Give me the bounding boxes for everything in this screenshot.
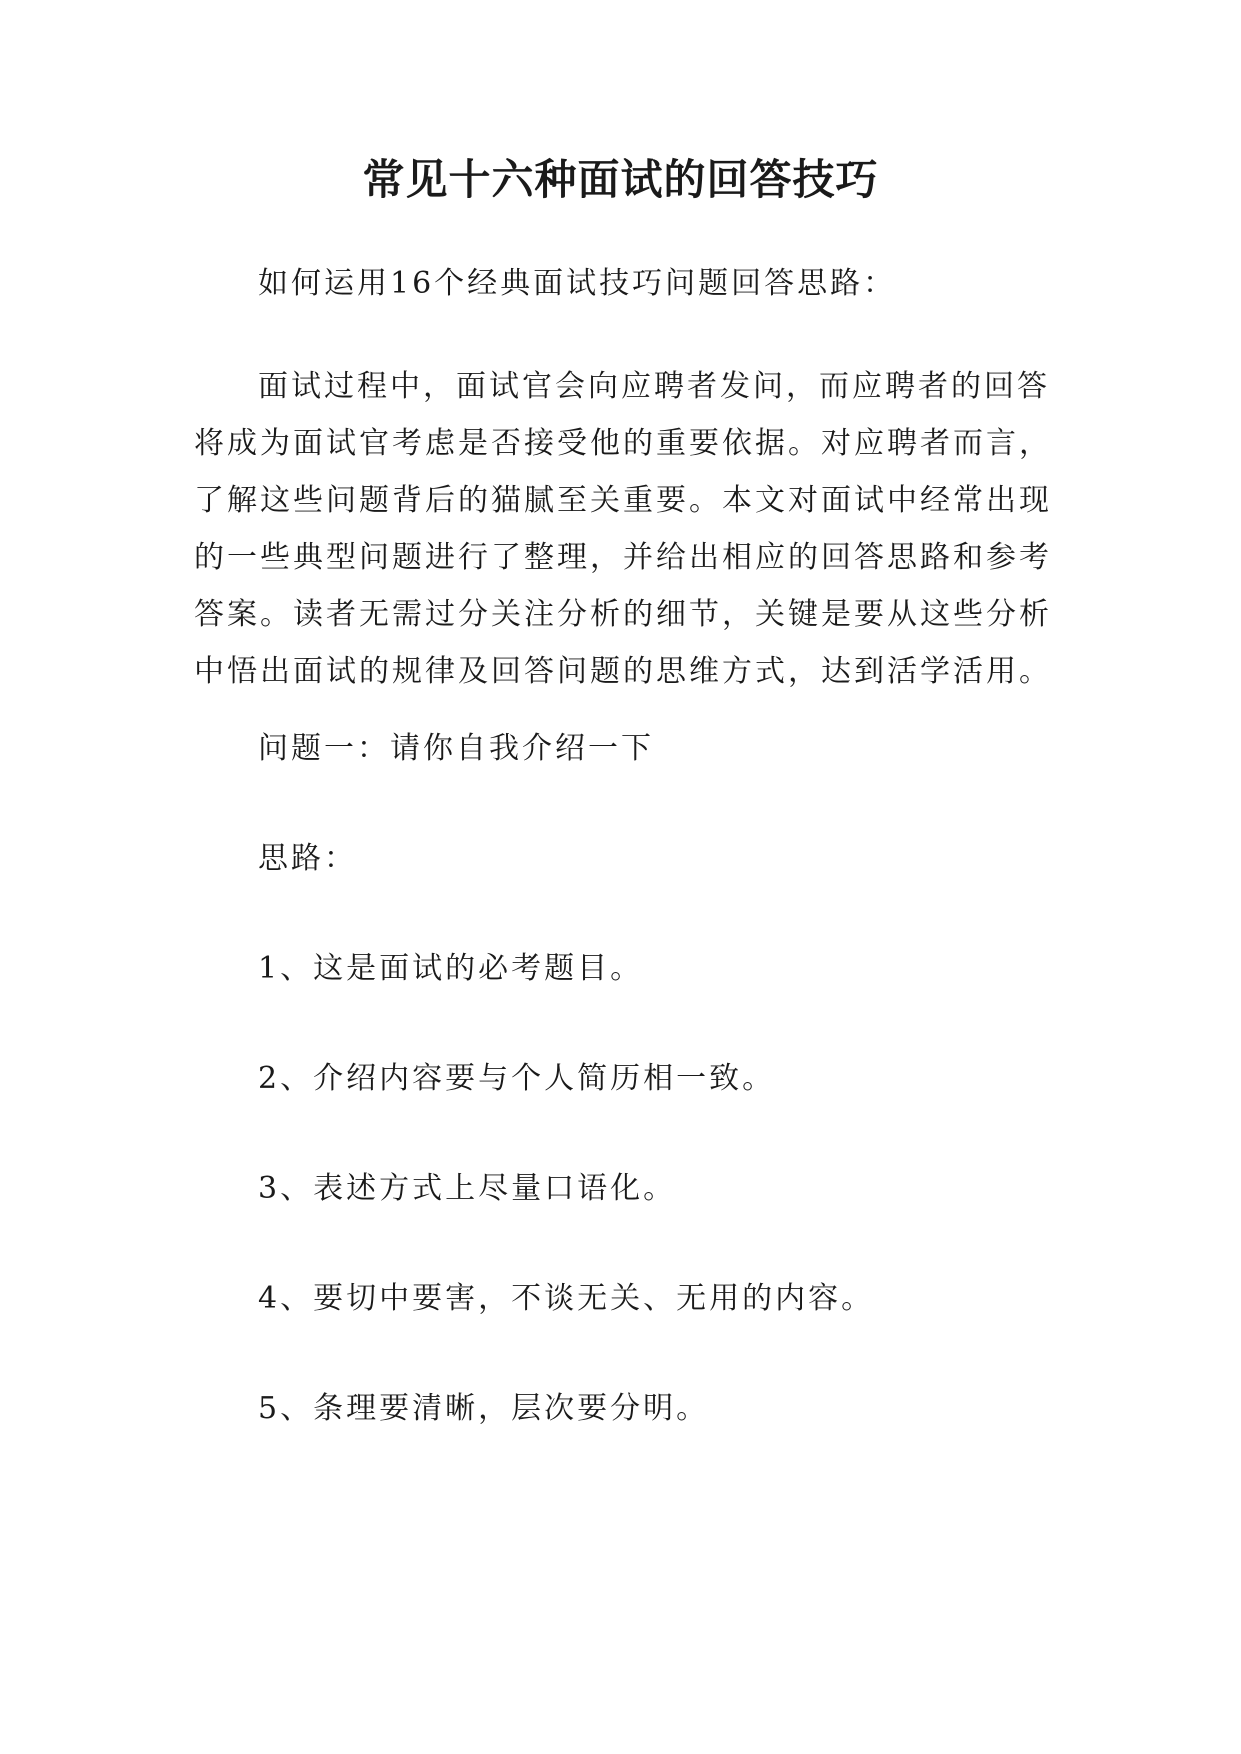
intro-line: 如何运用16个经典面试技巧问题回答思路： bbox=[258, 266, 897, 301]
paragraph-line: 答案。读者无需过分关注分析的细节，关键是要从这些分析 bbox=[194, 597, 1052, 632]
paragraph-line: 的一些典型问题进行了整理，并给出相应的回答思路和参考 bbox=[194, 540, 1052, 575]
document-title: 常见十六种面试的回答技巧 bbox=[362, 155, 879, 204]
thinking-label: 思路： bbox=[258, 841, 357, 876]
paragraph-line: 中悟出面试的规律及回答问题的思维方式，达到活学活用。 bbox=[194, 654, 1052, 689]
question-heading: 问题一：请你自我介绍一下 bbox=[258, 731, 654, 766]
list-item: 2、介绍内容要与个人简历相一致。 bbox=[258, 1061, 776, 1096]
list-item: 4、要切中要害，不谈无关、无用的内容。 bbox=[258, 1281, 875, 1316]
paragraph-line: 将成为面试官考虑是否接受他的重要依据。对应聘者而言， bbox=[194, 426, 1052, 461]
list-item: 3、表述方式上尽量口语化。 bbox=[258, 1171, 677, 1206]
paragraph-line: 了解这些问题背后的猫腻至关重要。本文对面试中经常出现 bbox=[194, 483, 1052, 518]
paragraph-line: 面试过程中，面试官会向应聘者发问，而应聘者的回答 bbox=[258, 369, 1050, 404]
body-paragraph bbox=[194, 358, 1054, 700]
list-item: 1、这是面试的必考题目。 bbox=[258, 951, 644, 986]
list-item: 5、条理要清晰，层次要分明。 bbox=[258, 1391, 710, 1426]
